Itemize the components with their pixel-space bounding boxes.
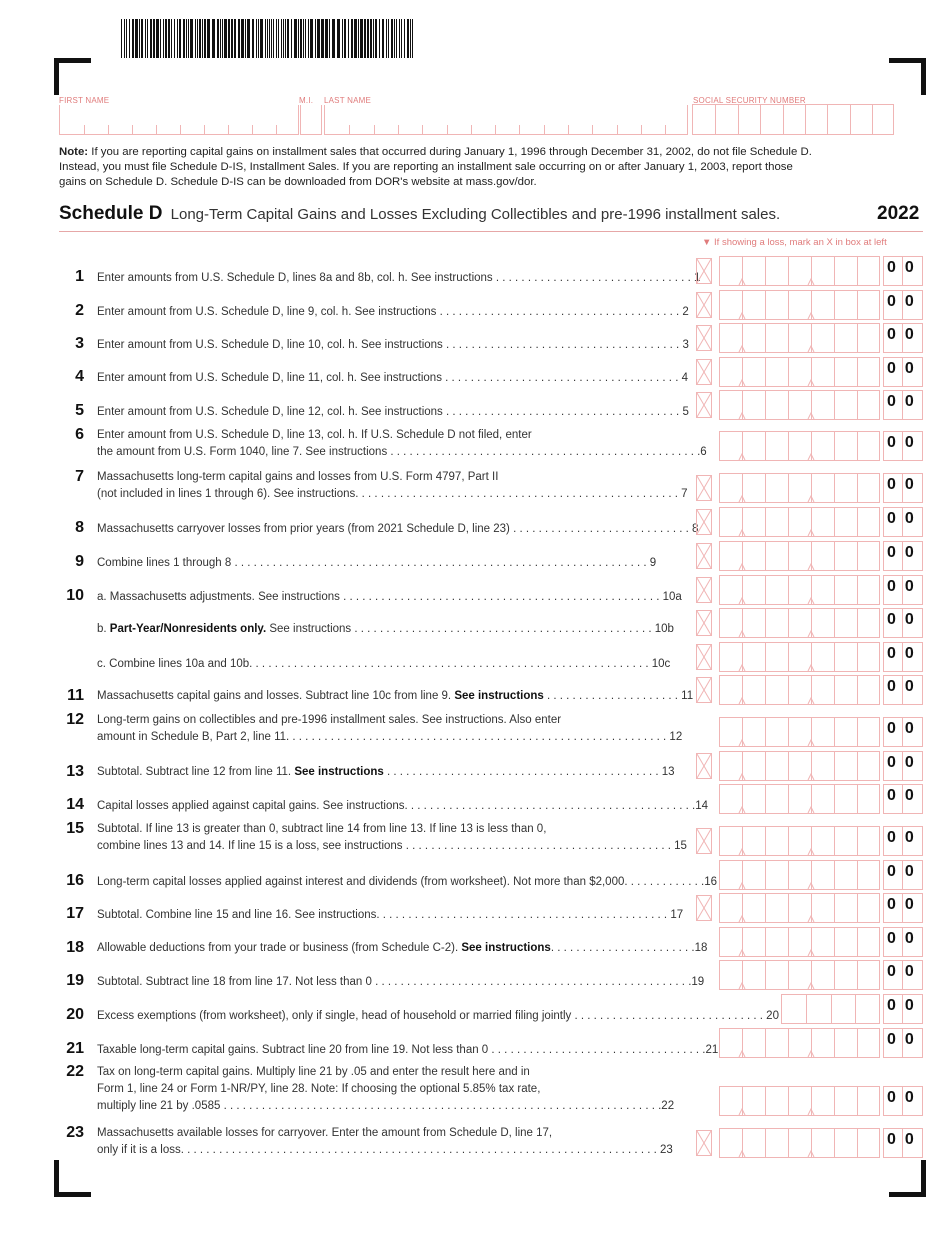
amount-field[interactable] xyxy=(719,473,923,503)
cents-value: 00 xyxy=(887,326,923,343)
line-description: Subtotal. Subtract line 12 from line 11. See instructions . . . . . . . . . . . . . . . . . . . . . . . . . . . . . . . . . . . . . . . . . . . 13 xyxy=(97,766,675,778)
cents-value: 00 xyxy=(887,997,923,1014)
line-number: 1 xyxy=(75,268,84,285)
cents-value: 00 xyxy=(887,863,923,880)
loss-checkbox[interactable] xyxy=(696,359,712,385)
line-number: 7 xyxy=(75,468,84,485)
amount-field[interactable] xyxy=(719,751,923,781)
loss-checkbox[interactable] xyxy=(696,895,712,921)
amount-field[interactable] xyxy=(719,1028,923,1058)
cents-value: 00 xyxy=(887,754,923,771)
loss-checkbox[interactable] xyxy=(696,577,712,603)
line-description: Capital losses applied against capital gains. See instructions. . . . . . . . . . . . . . . . . . . . . . . . . . . . . . . . . . . . . . . . . . . . . .14 xyxy=(97,800,709,812)
line-description: Enter amount from U.S. Schedule D, line 13, col. h. If U.S. Schedule D not filed, enter the amount from U.S. Form 1040, line 7. See instructions . . . . . . . . . . . . . . . . . . . . . . . . . . . . . . . . . . . . . . . . . . . . . . . . .6 xyxy=(97,429,707,458)
cents-value: 00 xyxy=(887,293,923,310)
line-number: 3 xyxy=(75,335,84,352)
line-description: Enter amount from U.S. Schedule D, line 9, col. h. See instructions . . . . . . . . . . . . . . . . . . . . . . . . . . . . . . . . . . . . . . 2 xyxy=(97,306,689,318)
cents-value: 00 xyxy=(887,829,923,846)
loss-checkbox[interactable] xyxy=(696,292,712,318)
line-number: 22 xyxy=(66,1063,84,1080)
line-number: 16 xyxy=(66,872,84,889)
loss-checkbox[interactable] xyxy=(696,753,712,779)
line-description: a. Massachusetts adjustments. See instructions . . . . . . . . . . . . . . . . . . . . . . . . . . . . . . . . . . . . . . . . . . . . . . . . . . 10a xyxy=(97,591,682,603)
line-number: 14 xyxy=(66,796,84,813)
amount-field[interactable] xyxy=(719,390,923,420)
cents-value: 00 xyxy=(887,360,923,377)
line-description: Taxable long-term capital gains. Subtract line 20 from line 19. Not less than 0 . . . . . . . . . . . . . . . . . . . . . . . . . . . . . . . . . .21 xyxy=(97,1044,719,1056)
cents-value: 00 xyxy=(887,1089,923,1106)
line-number: 20 xyxy=(66,1006,84,1023)
schedule-title xyxy=(59,203,780,225)
loss-checkbox[interactable] xyxy=(696,475,712,501)
line-description: Long-term gains on collectibles and pre-1996 installment sales. See instructions. Also enter amount in Schedule B, Part 2, line 11. . . . . . . . . . . . . . . . . . . . . . . . . . . . . . . . . . . . . . . . . . . . . . . . . . . . . . . . . . . . 12 xyxy=(97,714,683,743)
cents-value: 00 xyxy=(887,476,923,493)
loss-checkbox[interactable] xyxy=(696,509,712,535)
cents-value: 00 xyxy=(887,896,923,913)
loss-checkbox[interactable] xyxy=(696,610,712,636)
schedule-name: Schedule D xyxy=(59,203,163,224)
registration-mark-bottom-right xyxy=(889,1160,926,1197)
installment-note xyxy=(59,145,819,190)
amount-field[interactable] xyxy=(719,541,923,571)
amount-field[interactable] xyxy=(719,507,923,537)
amount-field[interactable] xyxy=(719,893,923,923)
amount-field[interactable] xyxy=(719,960,923,990)
line-description: Excess exemptions (from worksheet), only if single, head of household or married filing jointly . . . . . . . . . . . . . . . . . . . . . . . . . . . . . . 20 xyxy=(97,1010,779,1022)
line-description: b. Part-Year/Nonresidents only. See instructions . . . . . . . . . . . . . . . . . . . . . . . . . . . . . . . . . . . . . . . . . . . . . . . 10b xyxy=(97,623,674,635)
first-name-field[interactable] xyxy=(59,105,299,135)
last-name-label: LAST NAME xyxy=(324,96,371,105)
line-number: 18 xyxy=(66,939,84,956)
line-description: Massachusetts long-term capital gains and losses from U.S. Form 4797, Part II (not included in lines 1 through 6). See instructions. . . . . . . . . . . . . . . . . . . . . . . . . . . . . . . . . . . . . . . . . . . . . . . . . . . 7 xyxy=(97,471,688,500)
amount-field[interactable] xyxy=(719,256,923,286)
loss-checkbox[interactable] xyxy=(696,258,712,284)
cents-value: 00 xyxy=(887,645,923,662)
loss-checkbox[interactable] xyxy=(696,543,712,569)
line-number: 4 xyxy=(75,368,84,385)
line-number: 10 xyxy=(66,587,84,604)
line-number: 9 xyxy=(75,553,84,570)
line-number: 15 xyxy=(66,820,84,837)
line-number: 11 xyxy=(67,687,84,704)
line-number: 8 xyxy=(75,519,84,536)
line-number: 5 xyxy=(75,402,84,419)
line-description: Enter amount from U.S. Schedule D, line 11, col. h. See instructions . . . . . . . . . . . . . . . . . . . . . . . . . . . . . . . . . . . . . 4 xyxy=(97,372,688,384)
amount-field[interactable] xyxy=(719,1128,923,1158)
amount-field[interactable] xyxy=(719,357,923,387)
amount-field[interactable] xyxy=(719,431,923,461)
amount-field[interactable] xyxy=(719,784,923,814)
title-divider xyxy=(59,231,923,232)
line-number: 12 xyxy=(66,711,84,728)
amount-field[interactable] xyxy=(719,675,923,705)
line-description: Subtotal. Subtract line 18 from line 17. Not less than 0 . . . . . . . . . . . . . . . . . . . . . . . . . . . . . . . . . . . . . . . . . . . . . . . . . .19 xyxy=(97,976,705,988)
first-name-label: FIRST NAME xyxy=(59,96,110,105)
line-number: 13 xyxy=(66,763,84,780)
line-description: Enter amount from U.S. Schedule D, line 10, col. h. See instructions . . . . . . . . . . . . . . . . . . . . . . . . . . . . . . . . . . . . . 3 xyxy=(97,339,689,351)
amount-field[interactable] xyxy=(781,994,923,1024)
line-number: 2 xyxy=(75,302,84,319)
cents-value: 00 xyxy=(887,510,923,527)
line-description: Subtotal. If line 13 is greater than 0, subtract line 14 from line 13. If line 13 is less than 0, combine lines 13 and 14. If line 15 is a loss, see instructions . . . . . . . . . . . . . . . . . . . . . . . . . . . . . . . . . . . . . . . . . . 15 xyxy=(97,823,687,852)
cents-value: 00 xyxy=(887,611,923,628)
loss-checkbox[interactable] xyxy=(696,1130,712,1156)
registration-mark-bottom-left xyxy=(54,1160,91,1197)
line-number: 21 xyxy=(66,1040,84,1057)
registration-mark-top-left xyxy=(54,58,91,95)
amount-field[interactable] xyxy=(719,1086,923,1116)
loss-checkbox[interactable] xyxy=(696,828,712,854)
cents-value: 00 xyxy=(887,1031,923,1048)
cents-value: 00 xyxy=(887,1131,923,1148)
loss-checkbox[interactable] xyxy=(696,392,712,418)
cents-value: 00 xyxy=(887,393,923,410)
line-description: Allowable deductions from your trade or business (from Schedule C-2). See instructions. . . . . . . . . . . . . . . . . . . . . . .18 xyxy=(97,942,708,954)
cents-value: 00 xyxy=(887,544,923,561)
amount-field[interactable] xyxy=(719,927,923,957)
last-name-field[interactable] xyxy=(324,105,688,135)
amount-field[interactable] xyxy=(719,860,923,890)
registration-mark-top-right xyxy=(889,58,926,95)
line-description: Long-term capital losses applied against interest and dividends (from worksheet). Not more than $2,000. . . . . . . . . . . . .16 xyxy=(97,876,718,888)
note-text: If you are reporting capital gains on installment sales that occurred during January 1, 1996 through December 31, 2002, do not file Schedule D. Instead, you must file Schedule D-IS, Installment Sales. If you are reporting an installment sale occurring on or after January 1, 2003, report those gains on Schedule D. Schedule D-IS can be downloaded from DOR's website at mass.gov/dor. xyxy=(59,146,812,188)
ssn-field[interactable] xyxy=(692,104,894,135)
amount-field[interactable] xyxy=(719,608,923,638)
line-description: c. Combine lines 10a and 10b. . . . . . . . . . . . . . . . . . . . . . . . . . . . . . . . . . . . . . . . . . . . . . . . . . . . . . . . . . . . . . . 10c xyxy=(97,658,671,670)
cents-value: 00 xyxy=(887,720,923,737)
loss-checkbox[interactable] xyxy=(696,677,712,703)
cents-value: 00 xyxy=(887,259,923,276)
cents-value: 00 xyxy=(887,930,923,947)
loss-instruction: ▼ If showing a loss, mark an X in box at left xyxy=(702,237,887,248)
line-description: Combine lines 1 through 8 . . . . . . . . . . . . . . . . . . . . . . . . . . . . . . . . . . . . . . . . . . . . . . . . . . . . . . . . . . . . . . . . . 9 xyxy=(97,557,657,569)
amount-field[interactable] xyxy=(719,290,923,320)
line-description: Massachusetts carryover losses from prior years (from 2021 Schedule D, line 23) . . . . . . . . . . . . . . . . . . . . . . . . . . . . 8 xyxy=(97,523,699,535)
loss-checkbox[interactable] xyxy=(696,644,712,670)
amount-field[interactable] xyxy=(719,826,923,856)
line-description: Tax on long-term capital gains. Multiply line 21 by .05 and enter the result here and in Form 1, line 24 or Form 1-NR/PY, line 28. Note: If choosing the optional 5.85% tax rate, multiply line 21 by .0585 . . . . . . . . . . . . . . . . . . . . . . . . . . . . . . . . . . . . . . . . . . . . . . . . . . . . . . . . . . . . . . . . . . . . .22 xyxy=(97,1066,675,1112)
ssn-label: SOCIAL SECURITY NUMBER xyxy=(693,96,806,105)
barcode xyxy=(121,19,413,58)
line-description: Massachusetts available losses for carryover. Enter the amount from Schedule D, line 17, only if it is a loss. . . . . . . . . . . . . . . . . . . . . . . . . . . . . . . . . . . . . . . . . . . . . . . . . . . . . . . . . . . . . . . . . . . . . . . . . . . 23 xyxy=(97,1127,673,1156)
mi-label: M.I. xyxy=(299,96,314,105)
line-description: Massachusetts capital gains and losses. Subtract line 10c from line 9. See instructions . . . . . . . . . . . . . . . . . . . . . 11 xyxy=(97,690,694,702)
loss-checkbox[interactable] xyxy=(696,325,712,351)
line-description: Enter amount from U.S. Schedule D, line 12, col. h. See instructions . . . . . . . . . . . . . . . . . . . . . . . . . . . . . . . . . . . . . 5 xyxy=(97,406,689,418)
line-number: 17 xyxy=(66,905,84,922)
amount-field[interactable] xyxy=(719,642,923,672)
amount-field[interactable] xyxy=(719,323,923,353)
line-number: 19 xyxy=(66,972,84,989)
amount-field[interactable] xyxy=(719,717,923,747)
amount-field[interactable] xyxy=(719,575,923,605)
note-label: Note: xyxy=(59,146,89,158)
cents-value: 00 xyxy=(887,678,923,695)
cents-value: 00 xyxy=(887,578,923,595)
schedule-subtitle: Long-Term Capital Gains and Losses Excluding Collectibles and pre-1996 installment sales. xyxy=(170,206,781,223)
cents-value: 00 xyxy=(887,787,923,804)
cents-value: 00 xyxy=(887,434,923,451)
middle-initial-field[interactable] xyxy=(300,105,322,135)
line-number: 6 xyxy=(75,426,84,443)
line-description: Subtotal. Combine line 15 and line 16. See instructions. . . . . . . . . . . . . . . . . . . . . . . . . . . . . . . . . . . . . . . . . . . . . . 17 xyxy=(97,909,684,921)
tax-year: 2022 xyxy=(877,203,920,224)
cents-value: 00 xyxy=(887,963,923,980)
line-number: 23 xyxy=(66,1124,84,1141)
line-description: Enter amounts from U.S. Schedule D, lines 8a and 8b, col. h. See instructions . . . . . . . . . . . . . . . . . . . . . . . . . . . . . . . 1 xyxy=(97,272,701,284)
